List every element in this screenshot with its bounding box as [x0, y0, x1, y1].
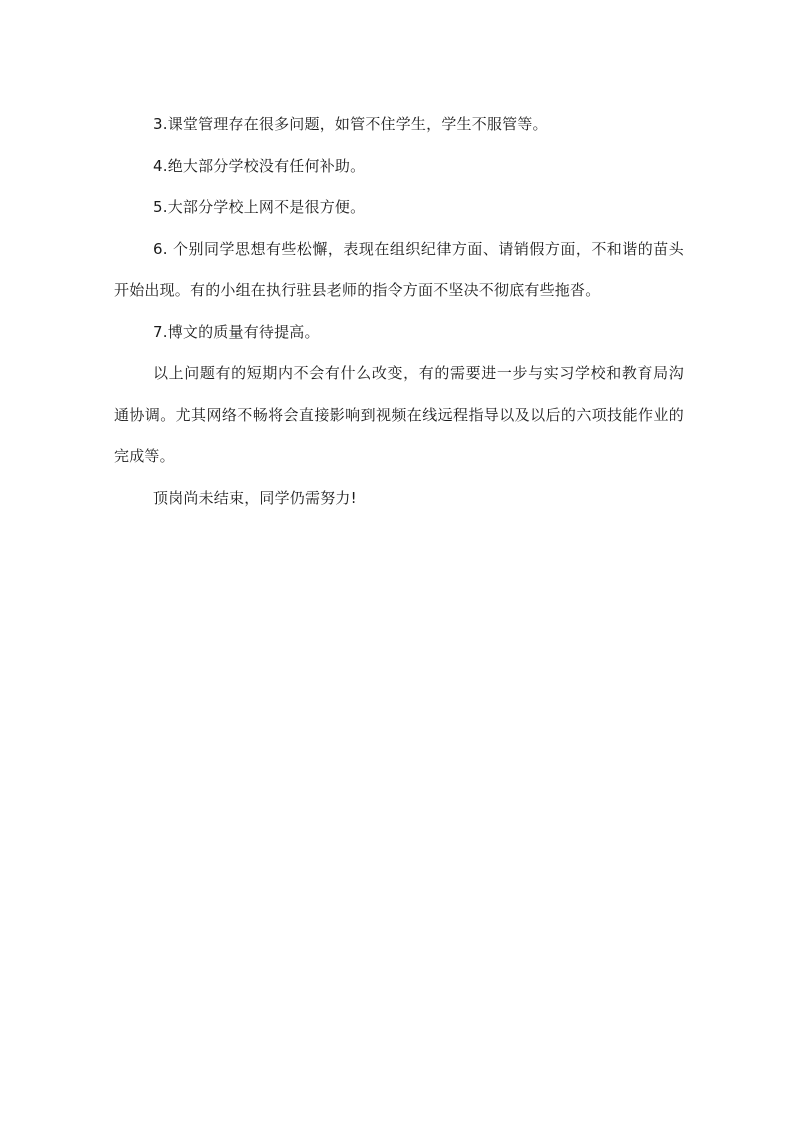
paragraph-item-5: 5.大部分学校上网不是很方便。	[153, 198, 366, 216]
paragraph-closing: 顶岗尚未结束，同学仍需努力!	[153, 488, 357, 507]
document-body	[114, 104, 684, 519]
paragraph-item-6: 6. 个别同学思想有些松懈，表现在组织纪律方面、请销假方面，不和谐的苗头开始出现。有的小组在执行驻县老师的指令方面不坚决不彻底有些拖沓。	[114, 239, 684, 299]
paragraph-summary: 以上问题有的短期内不会有什么改变，有的需要进一步与实习学校和教育局沟通协调。尤其网络不畅将会直接影响到视频在线远程指导以及以后的六项技能作业的完成等。	[114, 364, 684, 465]
paragraph-item-7: 7.博文的质量有待提高。	[153, 322, 320, 341]
paragraph-item-4: 4.绝大部分学校没有任何补助。	[153, 156, 366, 175]
paragraph-item-3: 3.课堂管理存在很多问题，如管不住学生，学生不服管等。	[153, 115, 548, 133]
